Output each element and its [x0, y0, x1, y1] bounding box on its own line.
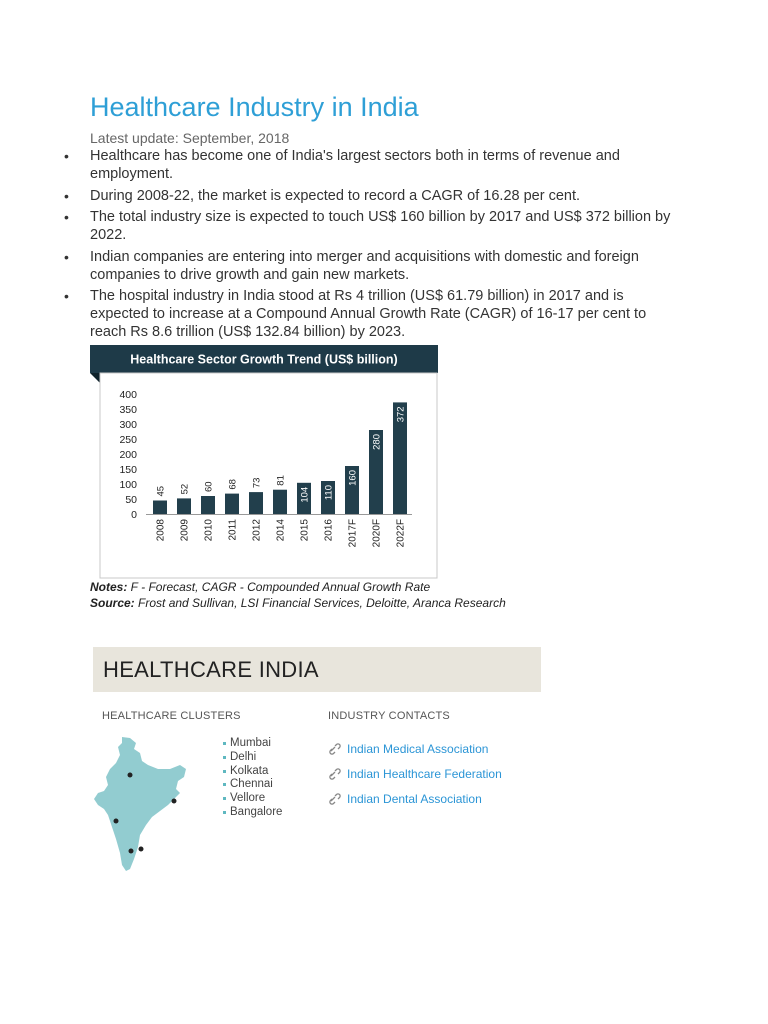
- contact-label[interactable]: Indian Healthcare Federation: [347, 766, 502, 781]
- x-tick-label: 2015: [299, 519, 311, 542]
- bullet-item: • During 2008-22, the market is expected to record a CAGR of 16.28 per cent.: [62, 187, 682, 205]
- x-tick-label: 2010: [203, 519, 215, 542]
- cluster-marker-chennai: [139, 847, 144, 852]
- bar-value-label: 52: [179, 483, 191, 495]
- chart-frame: [100, 373, 437, 578]
- bar-value-label: 372: [395, 406, 407, 423]
- y-tick-label: 400: [119, 389, 137, 401]
- contact-link-ima[interactable]: [329, 736, 502, 761]
- cluster-item: Mumbai: [223, 737, 282, 751]
- key-points-list: [62, 147, 682, 345]
- y-tick-label: 100: [119, 479, 137, 491]
- x-tick-label: 2020F: [371, 519, 383, 548]
- bar-value-label: 280: [371, 434, 383, 450]
- bar-value-label: 73: [251, 477, 263, 489]
- x-tick-label: 2017F: [347, 519, 359, 548]
- bar-value-label: 60: [203, 481, 215, 492]
- notes-label: Notes:: [90, 580, 128, 594]
- healthcare-india-heading: HEALTHCARE INDIA: [103, 657, 319, 682]
- bar-value-label: 45: [155, 485, 167, 497]
- bar: [273, 490, 287, 514]
- link-icon: [329, 793, 341, 805]
- x-tick-label: 2008: [155, 519, 167, 542]
- bullet-item: • Indian companies are entering into merger and acquisitions with domestic and foreign companies to drive growth and gain new markets.: [62, 248, 682, 284]
- bar-value-label: 104: [299, 486, 311, 503]
- y-tick-label: 350: [119, 404, 137, 416]
- contact-link-ihf[interactable]: [329, 761, 502, 786]
- contact-label[interactable]: Indian Dental Association: [347, 791, 482, 806]
- source-label: Source:: [90, 596, 135, 610]
- x-tick-label: 2012: [251, 519, 263, 542]
- bar: [177, 498, 191, 514]
- notes-text: F - Forecast, CAGR - Compounded Annual Growth Rate: [127, 580, 431, 594]
- x-tick-label: 2009: [179, 519, 191, 542]
- y-tick-label: 150: [119, 464, 137, 476]
- cluster-item: Delhi: [223, 751, 282, 765]
- y-tick-label: 200: [119, 449, 137, 461]
- bullet-item: • The hospital industry in India stood at Rs 4 trillion (US$ 61.79 billion) in 2017 and is expected to increase at a Compound Annual Growth Rate (CAGR) of 16-17 per cent to reach Rs 8.6 trillion (US$ 132.84 billion) by 2023.: [62, 287, 682, 341]
- growth-chart-svg: [90, 345, 438, 579]
- chart-title: Healthcare Sector Growth Trend (US$ billion): [130, 352, 398, 367]
- contact-label[interactable]: Indian Medical Association: [347, 741, 489, 756]
- bar-value-label: 110: [323, 485, 335, 501]
- clusters-label: HEALTHCARE CLUSTERS: [102, 710, 241, 722]
- contacts-label: INDUSTRY CONTACTS: [328, 710, 450, 722]
- bar: [249, 492, 263, 514]
- bullet-item: • The total industry size is expected to touch US$ 160 billion by 2017 and US$ 372 billion by 2022.: [62, 208, 682, 244]
- source-text: Frost and Sullivan, LSI Financial Services, Deloitte, Aranca Research: [134, 596, 506, 610]
- growth-chart: [90, 345, 438, 579]
- y-tick-label: 0: [131, 509, 137, 521]
- cluster-marker-bangalore: [129, 849, 134, 854]
- bar-value-label: 68: [227, 479, 239, 490]
- latest-update: Latest update: September, 2018: [90, 130, 290, 146]
- healthcare-india-banner: [93, 647, 541, 692]
- cluster-marker-mumbai: [114, 819, 119, 824]
- link-icon: [329, 743, 341, 755]
- bar-value-label: 160: [347, 470, 359, 486]
- bar-value-label: 81: [275, 475, 287, 486]
- cluster-marker-delhi: [128, 773, 133, 778]
- cluster-item: Chennai: [223, 778, 282, 792]
- clusters-list: [223, 737, 282, 820]
- cluster-item: Bangalore: [223, 806, 282, 820]
- india-map-icon: [92, 735, 192, 875]
- cluster-marker-kolkata: [172, 799, 177, 804]
- bar: [201, 496, 215, 514]
- x-tick-label: 2014: [275, 519, 287, 542]
- page-title: Healthcare Industry in India: [90, 92, 419, 122]
- x-tick-label: 2016: [323, 519, 335, 542]
- bar: [153, 501, 167, 515]
- cluster-item: Vellore: [223, 792, 282, 806]
- chart-notes: [90, 579, 506, 611]
- contact-link-ida[interactable]: [329, 786, 502, 811]
- x-tick-label: 2022F: [395, 519, 407, 548]
- bar: [225, 494, 239, 514]
- chart-header-corner: [90, 373, 100, 383]
- x-tick-label: 2011: [227, 519, 239, 541]
- link-icon: [329, 768, 341, 780]
- contacts-list: [329, 736, 502, 811]
- y-tick-label: 300: [119, 419, 137, 431]
- y-tick-label: 250: [119, 434, 137, 446]
- bullet-item: • Healthcare has become one of India's largest sectors both in terms of revenue and employment.: [62, 147, 682, 183]
- y-tick-label: 50: [125, 494, 137, 506]
- cluster-item: Kolkata: [223, 765, 282, 779]
